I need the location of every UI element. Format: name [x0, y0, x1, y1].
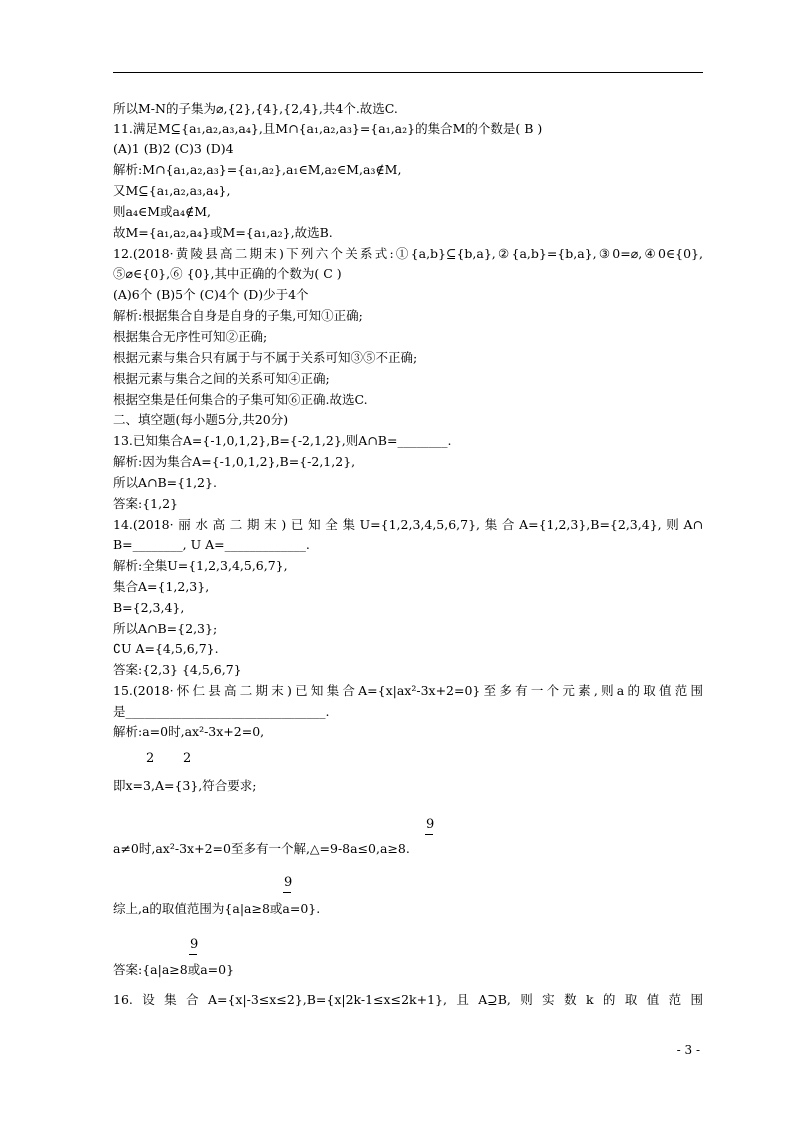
- line-04: 解析:M∩{a₁,a₂,a₃}={a₁,a₂},a₁∈M,a₂∈M,a₃∉M,: [113, 162, 402, 177]
- fraction-numerator: 2: [183, 751, 192, 766]
- fraction-numerator: 2: [146, 751, 155, 766]
- fraction-numerator: 9: [284, 875, 293, 890]
- line-24: 集合A={1,2,3},: [113, 579, 210, 594]
- line-29: 15.(2018·怀仁县高二期末)已知集合A={x|ax²-3x+2=0}至多有一个元素,则a的取值范围: [113, 683, 703, 698]
- line-35: 答案:{a|a≥8或a=0}: [113, 962, 235, 977]
- line-17: 13.已知集合A={-1,0,1,2},B={-2,1,2},则A∩B=________.: [113, 433, 452, 448]
- line-18: 解析:因为集合A={-1,0,1,2},B={-2,1,2},: [113, 454, 356, 469]
- line-08: 12.(2018·黄陵县高二期末)下列六个关系式:①{a,b}⊆{b,a},②{a,b}={b,a},③0=⌀,④0∈{0},: [113, 246, 703, 261]
- line-03: (A)1 (B)2 (C)3 (D)4: [113, 141, 234, 156]
- line-19: 所以A∩B={1,2}.: [113, 475, 217, 490]
- section-heading: 二、填空题(每小题5分,共20分): [113, 412, 289, 427]
- line-20: 答案:{1,2}: [113, 496, 178, 511]
- fraction-numerator: 9: [190, 937, 199, 952]
- line-34: 综上,a的取值范围为{a|a≥8或a=0}.: [113, 901, 321, 916]
- fraction-bar: [425, 834, 433, 835]
- fraction-bar: [283, 892, 291, 893]
- line-22: B=________, U A=_____________.: [113, 537, 310, 552]
- line-33: a≠0时,ax²-3x+2=0至多有一个解,△=9-8a≤0,a≥8.: [113, 841, 410, 856]
- line-11: 解析:根据集合自身是自身的子集,可知①正确;: [113, 308, 363, 323]
- line-07: 故M={a₁,a₂,a₄}或M={a₁,a₂},故选B.: [113, 225, 333, 240]
- line-30: 是________________________________.: [113, 704, 330, 719]
- page-number: - 3 -: [676, 1043, 700, 1057]
- line-25: B={2,3,4},: [113, 600, 185, 615]
- line-15: 根据空集是任何集合的子集可知⑥正确.故选C.: [113, 392, 368, 407]
- line-36: 16.设集合A={x|-3≤x≤2},B={x|2k-1≤x≤2k+1},且A⊇B,则实数k的取值范围: [113, 992, 703, 1007]
- line-01: 所以M-N的子集为⌀,{2},{4},{2,4},共4个.故选C.: [113, 101, 398, 116]
- line-06: 则a₄∈M或a₄∉M,: [113, 204, 212, 219]
- line-14: 根据元素与集合之间的关系可知④正确;: [113, 371, 330, 386]
- line-13: 根据元素与集合只有属于与不属于关系可知③⑤不正确;: [113, 350, 418, 365]
- line-31: 解析:a=0时,ax²-3x+2=0,: [113, 724, 265, 739]
- line-21: 14.(2018·丽水高二期末)已知全集U={1,2,3,4,5,6,7},集合A={1,2,3},B={2,3,4},则A∩: [113, 517, 703, 532]
- line-12: 根据集合无序性可知②正确;: [113, 329, 268, 344]
- line-28: 答案:{2,3} {4,5,6,7}: [113, 662, 242, 677]
- line-23: 解析:全集U={1,2,3,4,5,6,7},: [113, 558, 288, 573]
- line-09: ⑤⌀∈{0},⑥ {0},其中正确的个数为( C ): [113, 266, 342, 281]
- fraction-numerator: 9: [426, 817, 435, 832]
- line-32: 即x=3,A={3},符合要求;: [113, 778, 257, 793]
- fraction-bar: [189, 954, 197, 955]
- line-05: 又M⊆{a₁,a₂,a₃,a₄},: [113, 183, 231, 198]
- line-02: 11.满足M⊆{a₁,a₂,a₃,a₄},且M∩{a₁,a₂,a₃}={a₁,a₂}的集合M的个数是( B ): [113, 121, 543, 136]
- line-27: ∁U A={4,5,6,7}.: [113, 641, 219, 656]
- line-10: (A)6个 (B)5个 (C)4个 (D)少于4个: [113, 287, 309, 302]
- header-rule: [113, 72, 703, 73]
- line-26: 所以A∩B={2,3};: [113, 621, 218, 636]
